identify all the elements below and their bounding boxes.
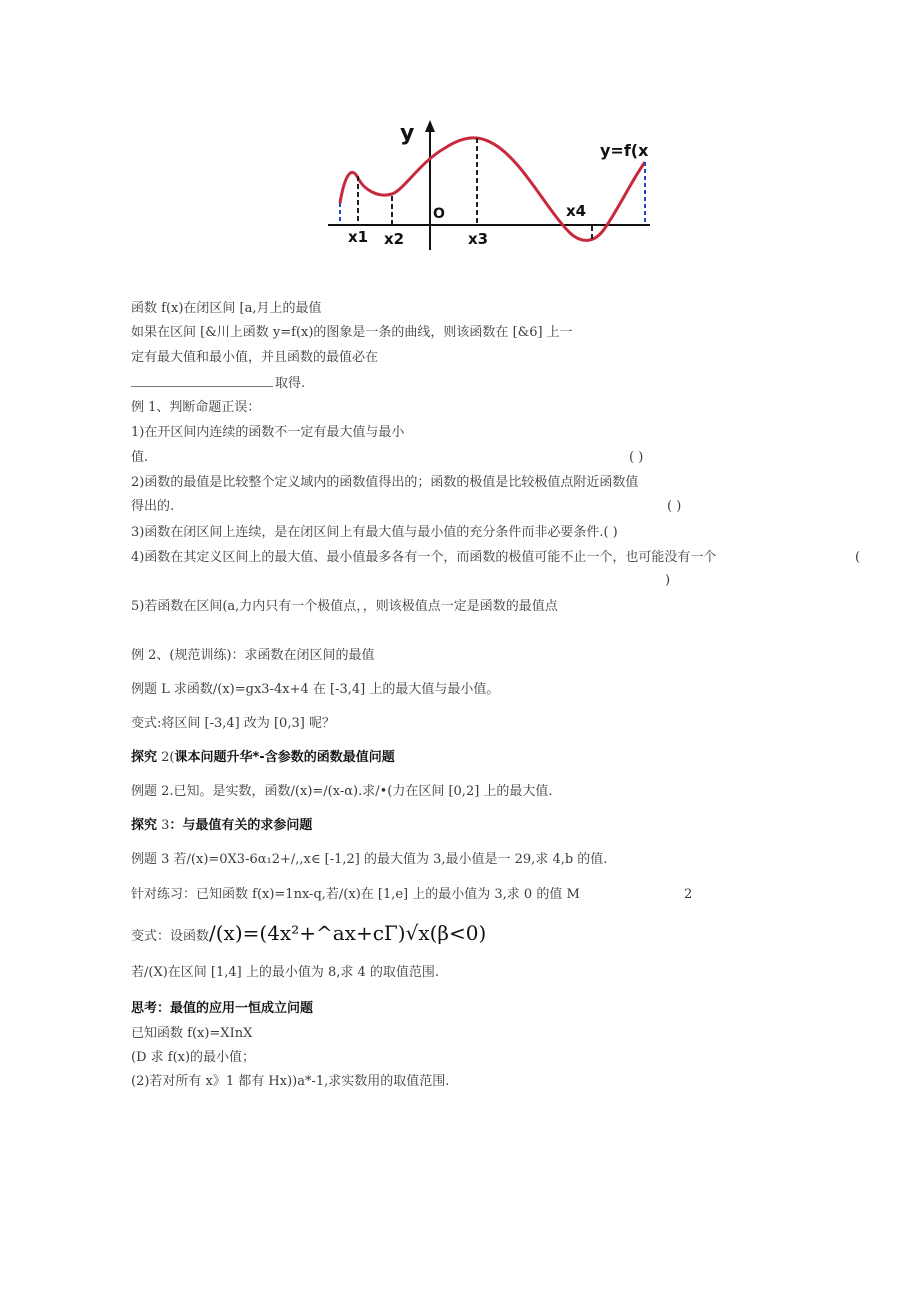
line-theorem-3 [131,374,305,393]
x2-label: x2 [384,230,405,248]
variant-2-label: 变式：设函数 [131,929,210,944]
item-2-answer-paren[interactable]: ( ) [667,499,682,514]
variant-1: 变式:将区间 [-3,4] 改为 [0,3] 呢？ [131,716,335,731]
explore-2-label: 探究 [131,750,158,765]
explore-3-number: 3 [157,818,170,833]
example-problem-2: 例题 2.已知。是实数，函数/(x)=/(x-α).求/•(力在区间 [0,2] 上的最大值. [131,784,553,799]
think-given: 已知函数 f(x)=XInX [131,1026,253,1041]
example-1-title: 例 1、判断命题正误： [131,400,261,415]
item-4-answer-paren-close[interactable]: ) [665,573,671,588]
explore-2-heading [131,749,395,767]
explore-3-label: 探究 [131,818,158,833]
item-1-line-1: 1)在开区间内连续的函数不一定有最大值与最小 [131,425,405,440]
item-5-line: 5)若函数在区间(a,力内只有一个极值点，，则该极值点一定是函数的最值点 [131,599,558,614]
example-2-title: 例 2、(规范训练)：求函数在闭区间的最值 [131,648,375,663]
think-part-1: (D 求 f(x)的最小值； [131,1050,256,1065]
y-axis-label: y [400,121,415,146]
line-closed-interval-title: 函数 f(x)在闭区间 [a,月上的最值 [131,301,322,316]
variant-2-condition: 若/(X)在区间 [1,4] 上的最小值为 8,求 4 的取值范围. [131,965,440,980]
example-problem-3: 例题 3 若/(x)=0X3-6α₁2+/,,x∈ [-1,2] 的最大值为 3,最小值是一 29,求 4,b 的值. [131,852,608,867]
item-1-line-2: 值. [131,450,149,465]
practice-line: 针对练习：已知函数 f(x)=1nx-q,若/(x)在 [1,e] 上的最小值为 3,求 0 的值 M [131,887,580,902]
item-2-line-2: 得出的. [131,499,175,514]
curve-label: y=f(x [600,141,649,160]
item-4-answer-paren-open[interactable]: ( [855,550,861,565]
variant-2-line [131,920,486,950]
example-problem-1: 例题 L 求函数/(x)=gx3-4x+4 在 [-3,4] 上的最大值与最小值。 [131,682,500,697]
y-axis-arrow [425,120,435,132]
function-graph-figure [320,118,670,258]
line-theorem-3-text: 取得. [275,376,306,391]
x1-label: x1 [348,228,369,246]
x3-label: x3 [468,230,489,248]
explore-2-number: 2( [157,750,175,765]
think-heading: 思考：最值的应用一恒成立问题 [131,1001,314,1016]
fill-blank[interactable] [131,374,273,387]
x4-label: x4 [566,202,587,220]
origin-label: O [433,206,445,222]
think-part-2: (2)若对所有 x》1 都有 Hx))a*-1,求实数用的取值范围. [131,1074,450,1089]
item-3-line: 3)函数在闭区间上连续，是在闭区间上有最大值与最小值的充分条件而非必要条件.( ) [131,525,618,540]
explore-3-title: ：与最值有关的求参问题 [169,818,313,833]
explore-3-heading [131,817,312,835]
item-4-line: 4)函数在其定义区间上的最大值、最小值最多各有一个，而函数的极值可能不止一个，也可能没有一个 [131,550,717,565]
line-theorem-2: 定有最大值和最小值，并且函数的最值必在 [131,350,379,365]
practice-line-suffix: 2 [684,887,693,902]
line-theorem-1: 如果在区间 [&川上函数 y=f(x)的图象是一条的曲线，则该函数在 [&6] 上一 [131,325,573,340]
explore-2-title: 课本问题升华*-含参数的函数最值问题 [174,750,395,765]
item-1-answer-paren[interactable]: ( ) [629,450,644,465]
item-2-line-1: 2)函数的最值是比较整个定义域内的函数值得出的；函数的极值是比较极值点附近函数值 [131,475,639,490]
variant-2-formula: /(x)=(4x²+^ax+cΓ)√x(β<0) [209,921,487,945]
